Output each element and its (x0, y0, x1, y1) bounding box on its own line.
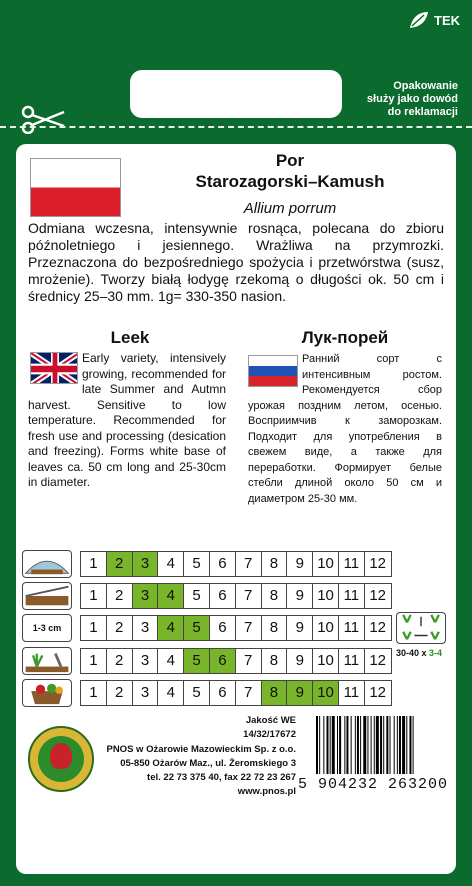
month-cell: 11 (339, 552, 365, 576)
description-english: Early variety, intensively growing, recommended for late Summer and Autmn harvest. Sensitive to low temperature. Recommended for fresh use and processing (desication and freezing). Forms white base of leaves ca. 50 cm long and 25-30cm in diameter. (28, 351, 226, 489)
months-strip (80, 551, 392, 577)
months-strip (80, 680, 392, 706)
month-cell: 11 (339, 649, 365, 673)
month-cell: 10 (313, 681, 339, 705)
barcode-bar (360, 716, 361, 774)
barcode-bar (337, 716, 338, 774)
barcode-bar (374, 716, 375, 774)
month-cell: 9 (287, 552, 313, 576)
months-strip (80, 583, 392, 609)
calendar-row (22, 679, 392, 707)
month-cell: 3 (133, 681, 159, 705)
barcode-bar (323, 716, 324, 774)
month-cell: 7 (236, 552, 262, 576)
barcode-bar (402, 716, 405, 774)
calendar-row (22, 550, 392, 578)
uk-flag (30, 352, 78, 384)
month-cell: 4 (158, 616, 184, 640)
packaging-note-line: do reklamacji (387, 106, 458, 118)
seedbed-icon (22, 582, 72, 610)
barcode-bar (357, 716, 359, 774)
month-cell: 1 (81, 552, 107, 576)
barcode-bar (327, 716, 329, 774)
month-cell: 10 (313, 584, 339, 608)
spacing-icon (396, 612, 446, 644)
barcode-bar (413, 716, 414, 774)
brand-logo (408, 10, 460, 30)
spacing-text (396, 648, 442, 658)
month-cell: 8 (262, 649, 288, 673)
barcode-bar (371, 716, 372, 774)
month-cell: 9 (287, 681, 313, 705)
month-cell: 1 (81, 584, 107, 608)
month-cell: 9 (287, 649, 313, 673)
month-cell: 7 (236, 584, 262, 608)
month-cell: 2 (107, 552, 133, 576)
month-cell: 12 (369, 684, 386, 701)
envelope-tab (130, 70, 342, 118)
month-cell: 5 (184, 616, 210, 640)
month-cell: 8 (262, 681, 288, 705)
packaging-note-line: Opakowanie (393, 80, 458, 92)
month-cell: 6 (210, 552, 236, 576)
month-cell: 12 (369, 619, 386, 636)
quality-label: Jakość WE (245, 715, 296, 726)
month-cell: 5 (184, 584, 210, 608)
leaf-icon (408, 10, 430, 30)
month-cell: 10 (313, 552, 339, 576)
packaging-note (338, 80, 458, 119)
month-cell: 8 (262, 552, 288, 576)
producer-info (96, 714, 296, 800)
barcode-bar (319, 716, 320, 774)
month-cell: 2 (107, 681, 133, 705)
latin-name: Allium porrum (243, 200, 337, 217)
month-cell: 7 (236, 681, 262, 705)
month-cell: 2 (107, 649, 133, 673)
month-cell: 2 (107, 584, 133, 608)
sowing-depth-icon (22, 614, 72, 642)
month-cell: 1 (81, 616, 107, 640)
month-cell: 6 (210, 649, 236, 673)
month-cell: 4 (158, 584, 184, 608)
planting-icon (22, 647, 72, 675)
barcode-number: 5 904232 263200 (298, 776, 449, 793)
producer-logo (28, 726, 94, 792)
heading-russian: Лук-порей (301, 328, 389, 347)
barcode-bar (363, 716, 366, 774)
barcode-bar (397, 716, 398, 774)
month-cell: 8 (262, 584, 288, 608)
description-russian: Ранний сорт с интенсивным ростом. Рекомендуется сбор урожая поздним летом, осенью. Восприимчив к заморозкам. Подходит для употребления в свежем виде, а также для переработки. Формирует белые стебли длиной около 50 см и диаметром 25-30 мм. (248, 353, 442, 505)
scissors-icon (20, 104, 68, 134)
barcode-bar (367, 716, 368, 774)
month-cell: 4 (158, 681, 184, 705)
greenhouse-sowing-icon (22, 550, 72, 578)
barcode-bar (406, 716, 407, 774)
month-cell: 12 (369, 587, 386, 604)
logo-emblem (50, 743, 72, 769)
barcode-bar (390, 716, 391, 774)
month-cell: 8 (262, 616, 288, 640)
polish-flag (30, 158, 121, 217)
russian-flag (248, 355, 298, 387)
month-cell: 12 (369, 652, 386, 669)
month-cell: 11 (339, 616, 365, 640)
month-cell: 9 (287, 616, 313, 640)
month-cell: 3 (133, 616, 159, 640)
spacing-separator: x (419, 648, 430, 658)
barcode-bar (346, 716, 348, 774)
cut-line (0, 126, 472, 128)
barcode-bar (339, 716, 341, 774)
product-title (130, 150, 450, 192)
barcode-bar (355, 716, 356, 774)
month-cell: 9 (287, 584, 313, 608)
month-cell: 1 (81, 649, 107, 673)
barcode-bar (344, 716, 345, 774)
month-cell: 3 (133, 584, 159, 608)
barcode (314, 716, 450, 774)
barcode-bar (380, 716, 382, 774)
month-cell: 7 (236, 616, 262, 640)
months-strip (80, 648, 392, 674)
month-cell: 11 (339, 681, 365, 705)
month-cell: 10 (313, 649, 339, 673)
month-cell: 6 (210, 616, 236, 640)
brand-name: TEK (434, 12, 460, 28)
month-cell: 5 (184, 649, 210, 673)
barcode-bar (316, 716, 318, 774)
month-cell: 1 (81, 681, 107, 705)
producer-code: 14/32/17672 (243, 729, 296, 741)
barcode-bar (376, 716, 379, 774)
sowing-depth-label: 1-3 cm (32, 623, 62, 633)
month-cell: 5 (184, 552, 210, 576)
heading-english: Leek (110, 328, 150, 347)
barcode-bar (394, 716, 395, 774)
spacing-rows: 30-40 (396, 648, 420, 658)
month-cell: 3 (133, 552, 159, 576)
month-cell: 6 (210, 584, 236, 608)
month-cell: 7 (236, 649, 262, 673)
month-cell: 2 (107, 616, 133, 640)
producer-address: 05-850 Ożarów Maz., ul. Żeromskiego 3 (120, 757, 296, 769)
calendar-row (22, 647, 392, 675)
month-cell: 12 (369, 555, 386, 572)
harvest-basket-icon (22, 679, 72, 707)
barcode-bar (399, 716, 401, 774)
barcode-bar (383, 716, 384, 774)
barcode-bar (351, 716, 352, 774)
description-polish: Odmiana wczesna, intensywnie rosnąca, polecana do zbioru późnoletniego i jesiennego. Wrażliwa na przymrozki. Przeznaczona do bezpośredniego spożycia i przetwórstwa (susz, mrożenie). Tworzy białą łodygę rzekomą o długości ok. 50 cm i średnicy 25–30 mm. 1g= 330-350 nasion. (28, 220, 444, 304)
barcode-bar (409, 716, 411, 774)
month-cell: 5 (184, 681, 210, 705)
product-title-line1: Por (275, 151, 305, 170)
packaging-note-line: służy jako dowód (366, 93, 458, 105)
producer-phone: tel. 22 73 375 40, fax 22 72 23 267 (147, 772, 296, 784)
barcode-bar (332, 716, 335, 774)
spacing-in-row: 3-4 (429, 648, 443, 658)
month-cell: 3 (133, 649, 159, 673)
month-cell: 4 (158, 649, 184, 673)
month-cell: 11 (339, 584, 365, 608)
month-cell: 4 (158, 552, 184, 576)
month-cell: 10 (313, 616, 339, 640)
calendar-row (22, 582, 392, 610)
product-title-line2: Starozagorski–Kamush (195, 172, 385, 191)
barcode-bar (330, 716, 331, 774)
producer-name: PNOS w Ożarowie Mazowieckim Sp. z o.o. (106, 743, 296, 755)
calendar-row (22, 614, 392, 642)
month-cell: 6 (210, 681, 236, 705)
barcode-bar (386, 716, 388, 774)
producer-website: www.pnos.pl (237, 786, 296, 798)
months-strip (80, 615, 392, 641)
